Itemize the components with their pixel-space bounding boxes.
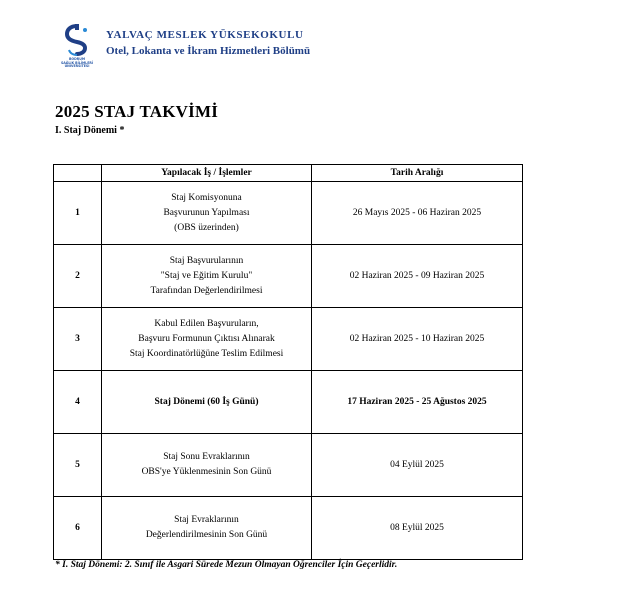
row-number: 1 bbox=[54, 182, 102, 245]
task-cell bbox=[102, 497, 312, 560]
row-number: 4 bbox=[54, 371, 102, 434]
university-logo bbox=[58, 24, 96, 68]
date-cell: 26 Mayıs 2025 - 06 Haziran 2025 bbox=[312, 182, 523, 245]
table-row bbox=[54, 308, 523, 371]
footnote: * I. Staj Dönemi: 2. Sınıf ile Asgari Sürede Mezun Olmayan Öğrenciler İçin Geçerlidir. bbox=[55, 560, 398, 570]
table-row bbox=[54, 434, 523, 497]
date-cell: 02 Haziran 2025 - 10 Haziran 2025 bbox=[312, 308, 523, 371]
task-line: Başvurunun Yapılması bbox=[163, 207, 250, 218]
task-cell bbox=[102, 371, 312, 434]
task-line: Tarafından Değerlendirilmesi bbox=[150, 285, 263, 296]
table-row bbox=[54, 371, 523, 434]
row-number: 5 bbox=[54, 434, 102, 497]
header-no bbox=[54, 165, 102, 182]
task-line: Başvuru Formunun Çıktısı Alınarak bbox=[138, 333, 275, 344]
table-row bbox=[54, 245, 523, 308]
row-number: 6 bbox=[54, 497, 102, 560]
logo-caption: BODRUM SAĞLIK BİLİMLERİ ÜNİVERSİTESİ bbox=[60, 57, 94, 69]
date-cell: 17 Haziran 2025 - 25 Ağustos 2025 bbox=[312, 371, 523, 434]
schedule-table bbox=[53, 164, 523, 560]
document-subtitle: I. Staj Dönemi * bbox=[55, 125, 125, 136]
task-line: Kabul Edilen Başvuruların, bbox=[154, 318, 259, 329]
document-header bbox=[58, 24, 310, 68]
department-name: Otel, Lokanta ve İkram Hizmetleri Bölümü bbox=[106, 45, 311, 57]
date-cell: 02 Haziran 2025 - 09 Haziran 2025 bbox=[312, 245, 523, 308]
task-line: Staj Evraklarının bbox=[174, 515, 239, 525]
header-task: Yapılacak İş / İşlemler bbox=[102, 165, 312, 182]
task-line: OBS'ye Yüklenmesinin Son Günü bbox=[141, 467, 272, 477]
date-cell: 08 Eylül 2025 bbox=[312, 497, 523, 560]
task-line: Değerlendirilmesinin Son Günü bbox=[145, 530, 268, 540]
row-number: 3 bbox=[54, 308, 102, 371]
task-cell bbox=[102, 434, 312, 497]
task-line: "Staj ve Eğitim Kurulu" bbox=[160, 270, 253, 281]
header-text bbox=[106, 24, 310, 58]
task-cell bbox=[102, 182, 312, 245]
task-line: Staj Komisyonuna bbox=[171, 192, 242, 203]
table-row bbox=[54, 497, 523, 560]
task-cell bbox=[102, 308, 312, 371]
task-line: Staj Dönemi (60 İş Günü) bbox=[154, 396, 259, 407]
task-line: Staj Başvurularının bbox=[169, 255, 244, 266]
university-logo-icon bbox=[58, 24, 96, 58]
document-title: 2025 STAJ TAKVİMİ bbox=[55, 102, 219, 121]
header-date: Tarih Aralığı bbox=[312, 165, 523, 182]
task-line: Staj Koordinatörlüğüne Teslim Edilmesi bbox=[129, 348, 284, 359]
task-cell bbox=[102, 245, 312, 308]
school-name: YALVAÇ MESLEK YÜKSEKOKULU bbox=[106, 29, 304, 41]
task-line: Staj Sonu Evraklarının bbox=[163, 452, 250, 462]
table-header-row bbox=[54, 165, 523, 182]
table-row bbox=[54, 182, 523, 245]
row-number: 2 bbox=[54, 245, 102, 308]
task-line: (OBS üzerinden) bbox=[174, 222, 239, 233]
date-cell: 04 Eylül 2025 bbox=[312, 434, 523, 497]
